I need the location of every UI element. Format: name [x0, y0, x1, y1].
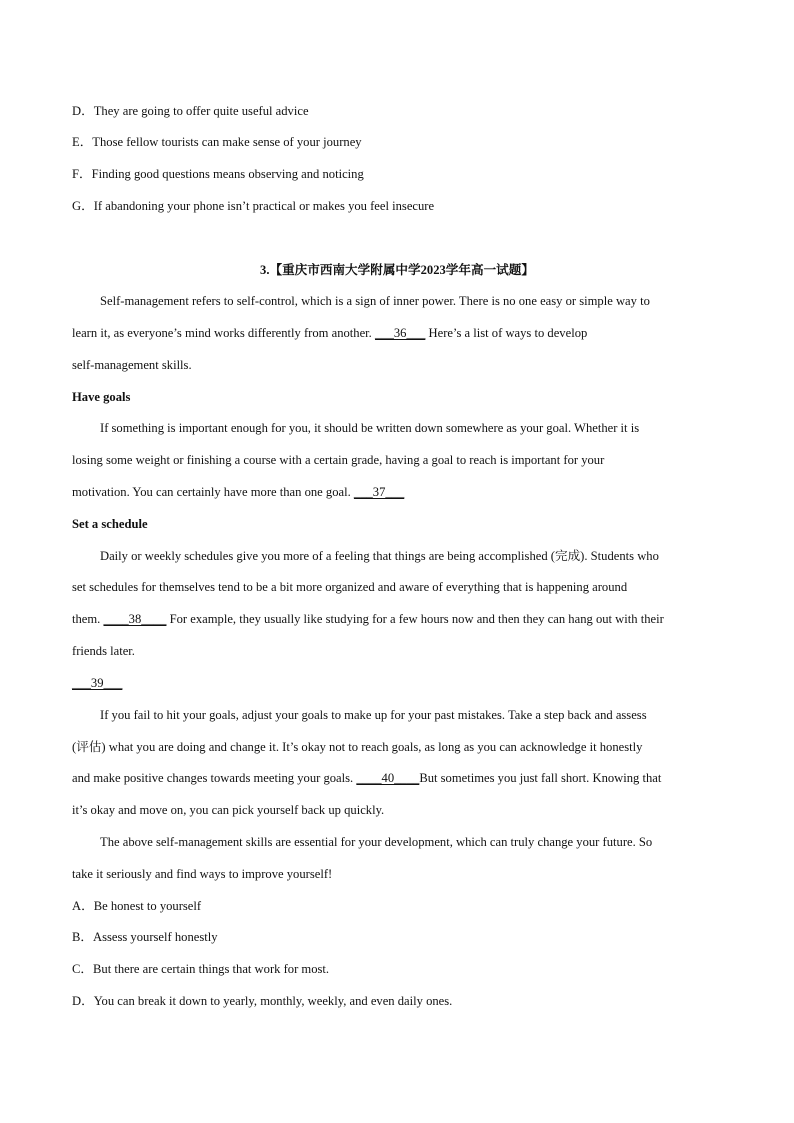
- text-run: But sometimes you just fall short. Knowing that: [419, 771, 662, 785]
- option-letter: D．: [72, 104, 94, 118]
- option-c: [72, 961, 329, 977]
- paragraph-line: friends later.: [72, 644, 135, 658]
- text-run: and make positive changes towards meeting your goals.: [72, 771, 357, 785]
- blank-36: ___36___: [374, 326, 426, 340]
- blank-39: [72, 675, 122, 691]
- paragraph-line: Daily or weekly schedules give you more of a feeling that things are being accomplished (完成). Students who: [100, 549, 659, 563]
- option-letter: G．: [72, 199, 94, 213]
- option-b: [72, 929, 218, 945]
- paragraph-line: [72, 770, 661, 786]
- option-e: [72, 134, 362, 150]
- option-letter: C．: [72, 962, 93, 976]
- paragraph-line: Self-management refers to self-control, which is a sign of inner power. There is no one easy or simple way to: [100, 294, 650, 308]
- paragraph-line: [72, 484, 404, 500]
- option-text: You can break it down to yearly, monthly, weekly, and even daily ones.: [93, 994, 453, 1008]
- option-a: [72, 898, 201, 914]
- paragraph-line: The above self-management skills are essential for your development, which can truly change your future. So: [100, 835, 653, 849]
- blank-37: ___37___: [353, 485, 405, 499]
- subheading-set-a-schedule: Set a schedule: [72, 517, 148, 531]
- option-letter: F．: [72, 167, 92, 181]
- text-run: For example, they usually like studying for a few hours now and then they can hang out with their: [166, 612, 664, 626]
- option-letter: D．: [72, 994, 94, 1008]
- subheading-have-goals: Have goals: [72, 390, 131, 404]
- text-run: learn it, as everyone’s mind works differently from another.: [72, 326, 375, 340]
- paragraph-line: self-management skills.: [72, 358, 192, 372]
- option-text: Those fellow tourists can make sense of your journey: [92, 135, 362, 149]
- option-text: But there are certain things that work for most.: [93, 962, 330, 976]
- text-run: motivation. You can certainly have more than one goal.: [72, 485, 354, 499]
- blank-39-text: ___39___: [72, 676, 123, 690]
- option-f: [72, 166, 364, 182]
- option-letter: E．: [72, 135, 93, 149]
- option-text: They are going to offer quite useful advice: [93, 104, 309, 118]
- paragraph-line: set schedules for themselves tend to be a bit more organized and aware of everything that is happening around: [72, 580, 628, 594]
- paragraph-line: losing some weight or finishing a course with a certain grade, having a goal to reach is important for your: [72, 453, 605, 467]
- option-letter: A．: [72, 899, 94, 913]
- option-text: Finding good questions means observing and noticing: [91, 167, 364, 181]
- section-title: 3.【重庆市西南大学附属中学2023学年高一试题】: [260, 263, 534, 277]
- option-d-bottom: [72, 993, 452, 1009]
- paragraph-line: it’s okay and move on, you can pick yourself back up quickly.: [72, 803, 385, 817]
- blank-38: ____38____: [103, 612, 167, 626]
- blank-40: ____40____: [356, 771, 420, 785]
- option-letter: B．: [72, 930, 93, 944]
- paragraph-line: [72, 611, 664, 627]
- option-d: [72, 103, 309, 119]
- paragraph-line: (评估) what you are doing and change it. It’s okay not to reach goals, as long as you can acknowledge it honestly: [72, 740, 643, 754]
- option-text: If abandoning your phone isn’t practical or makes you feel insecure: [93, 199, 435, 213]
- option-g: [72, 198, 434, 214]
- paragraph-line: If something is important enough for you, it should be written down somewhere as your goal. Whether it is: [100, 421, 640, 435]
- option-text: Assess yourself honestly: [93, 930, 218, 944]
- text-run: Here’s a list of ways to develop: [425, 326, 588, 340]
- option-text: Be honest to yourself: [93, 899, 202, 913]
- text-run: them.: [72, 612, 104, 626]
- paragraph-line: [72, 325, 587, 341]
- paragraph-line: If you fail to hit your goals, adjust your goals to make up for your past mistakes. Take a step back and assess: [100, 708, 647, 722]
- paragraph-line: take it seriously and find ways to improve yourself!: [72, 867, 333, 881]
